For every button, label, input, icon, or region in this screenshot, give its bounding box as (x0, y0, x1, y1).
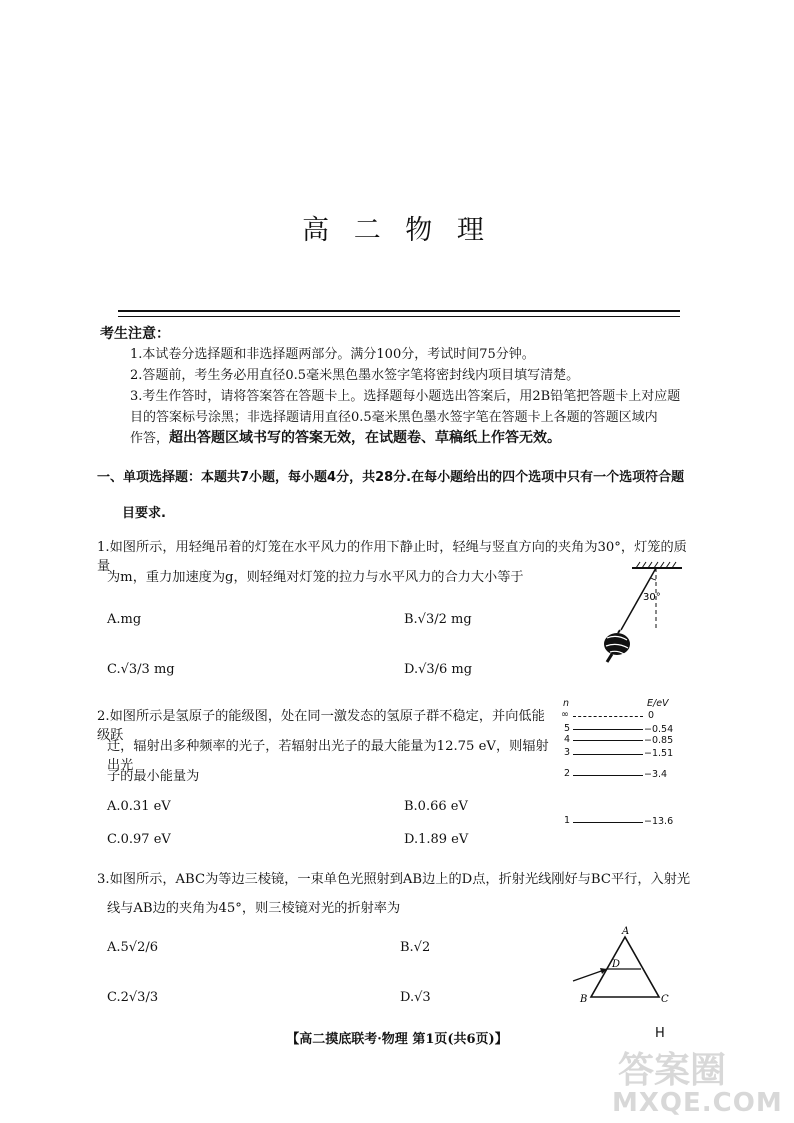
header-rule-thin (118, 316, 680, 317)
q2-option-a: A.0.31 eV (107, 799, 171, 814)
level-e-5: −0.54 (644, 724, 674, 735)
notice-emphasis: 超出答题区域书写的答案无效，在试题卷、草稿纸上作答无效。 (169, 430, 562, 446)
level-e-3: −1.51 (644, 748, 674, 759)
level-n-2: 2 (564, 768, 571, 779)
level-line-4 (573, 740, 643, 741)
e-axis-label: E/eV (647, 698, 669, 709)
point-d-label: D (612, 959, 621, 970)
q3-option-b: B.√2 (400, 940, 431, 955)
q2-stem-line1: 2.如图所示是氢原子的能级图，处在同一激发态的氢原子群不稳定，并向低能级跃 (97, 709, 545, 743)
section-heading: 一、单项选择题：本题共7小题，每小题4分，共28分.在每小题给出的四个选项中只有一个选项符合题 (97, 470, 685, 485)
level-line-2 (573, 775, 643, 776)
vertex-c-label: C (661, 994, 669, 1005)
page-footer: 【高二摸底联考·物理 第1页(共6页)】 (286, 1032, 508, 1047)
n-axis-label: n (563, 698, 570, 709)
vertex-b-label: B (580, 994, 588, 1005)
q1-option-c: C.√3/3 mg (107, 662, 175, 677)
vertex-a-label: A (622, 926, 630, 937)
q1-angle-label: 30° (643, 592, 661, 603)
level-n-5: 5 (564, 723, 571, 734)
q3-option-c: C.2√3/3 (107, 990, 159, 1005)
q2-stem-line2: 迁，辐射出多种频率的光子，若辐射出光子的最大能量为12.75 eV，则辐射出光 (107, 739, 549, 773)
notice-item-3-end: 作答， (130, 431, 170, 446)
footer-code: H (655, 1026, 665, 1041)
notice-item-2: 2.答题前，考生务必用直径0.5毫米黑色墨水签字笔将密封线内项目填写清楚。 (130, 368, 580, 383)
level-e-4: −0.85 (644, 735, 674, 746)
q2-option-b: B.0.66 eV (404, 799, 468, 814)
header-rule (118, 310, 680, 312)
level-line-5 (573, 729, 643, 730)
q2-stem-line3: 子的最小能量为 (107, 769, 200, 784)
level-n-3: 3 (564, 747, 571, 758)
level-n-inf: ∞ (561, 709, 569, 720)
level-line-1 (573, 822, 643, 823)
q3-option-d: D.√3 (400, 990, 431, 1005)
q1-option-d: D.√3/6 mg (404, 662, 473, 677)
q2-energy-level-diagram (555, 698, 685, 833)
watermark-logo: 答案圈 (618, 1050, 727, 1091)
level-n-4: 4 (564, 734, 571, 745)
notice-item-1: 1.本试卷分选择题和非选择题两部分。满分100分，考试时间75分钟。 (130, 347, 535, 362)
level-line-inf (573, 716, 643, 717)
q1-option-b: B.√3/2 mg (404, 612, 472, 627)
lantern-icon (604, 630, 630, 662)
q3-prism-diagram (565, 925, 680, 1010)
page-title: 高 二 物 理 (302, 215, 492, 246)
q2-option-c: C.0.97 eV (107, 832, 171, 847)
watermark-url: MXQE.COM (612, 1088, 783, 1118)
notice-heading: 考生注意： (100, 326, 170, 342)
q1-option-a: A.mg (107, 612, 142, 627)
q3-stem-line2: 线与AB边的夹角为45°，则三棱镜对光的折射率为 (107, 901, 401, 916)
level-n-1: 1 (564, 815, 571, 826)
level-e-inf: 0 (648, 710, 655, 721)
notice-item-3: 3.考生作答时，请将答案答在答题卡上。选择题每小题选出答案后，用2B铅笔把答题卡上对应题 (130, 389, 681, 404)
q2-option-d: D.1.89 eV (404, 832, 469, 847)
q1-stem-line1: 1.如图所示，用轻绳吊着的灯笼在水平风力的作用下静止时，轻绳与竖直方向的夹角为30°，灯笼的质量 (97, 540, 687, 574)
section-heading-cont: 目要求. (122, 506, 166, 521)
q3-option-a: A.5√2/6 (107, 940, 158, 955)
level-line-3 (573, 754, 643, 755)
q1-lantern-diagram (590, 560, 700, 665)
q3-stem-line1: 3.如图所示，ABC为等边三棱镜，一束单色光照射到AB边上的D点，折射光线刚好与BC平行，入射光 (97, 872, 691, 887)
level-e-2: −3.4 (644, 769, 668, 780)
notice-item-3-cont: 目的答案标号涂黑；非选择题请用直径0.5毫米黑色墨水签字笔在答题卡上各题的答题区域内 (130, 410, 658, 425)
q1-stem-line2: 为m，重力加速度为g，则轻绳对灯笼的拉力与水平风力的合力大小等于 (107, 570, 524, 585)
level-e-1: −13.6 (644, 816, 674, 827)
